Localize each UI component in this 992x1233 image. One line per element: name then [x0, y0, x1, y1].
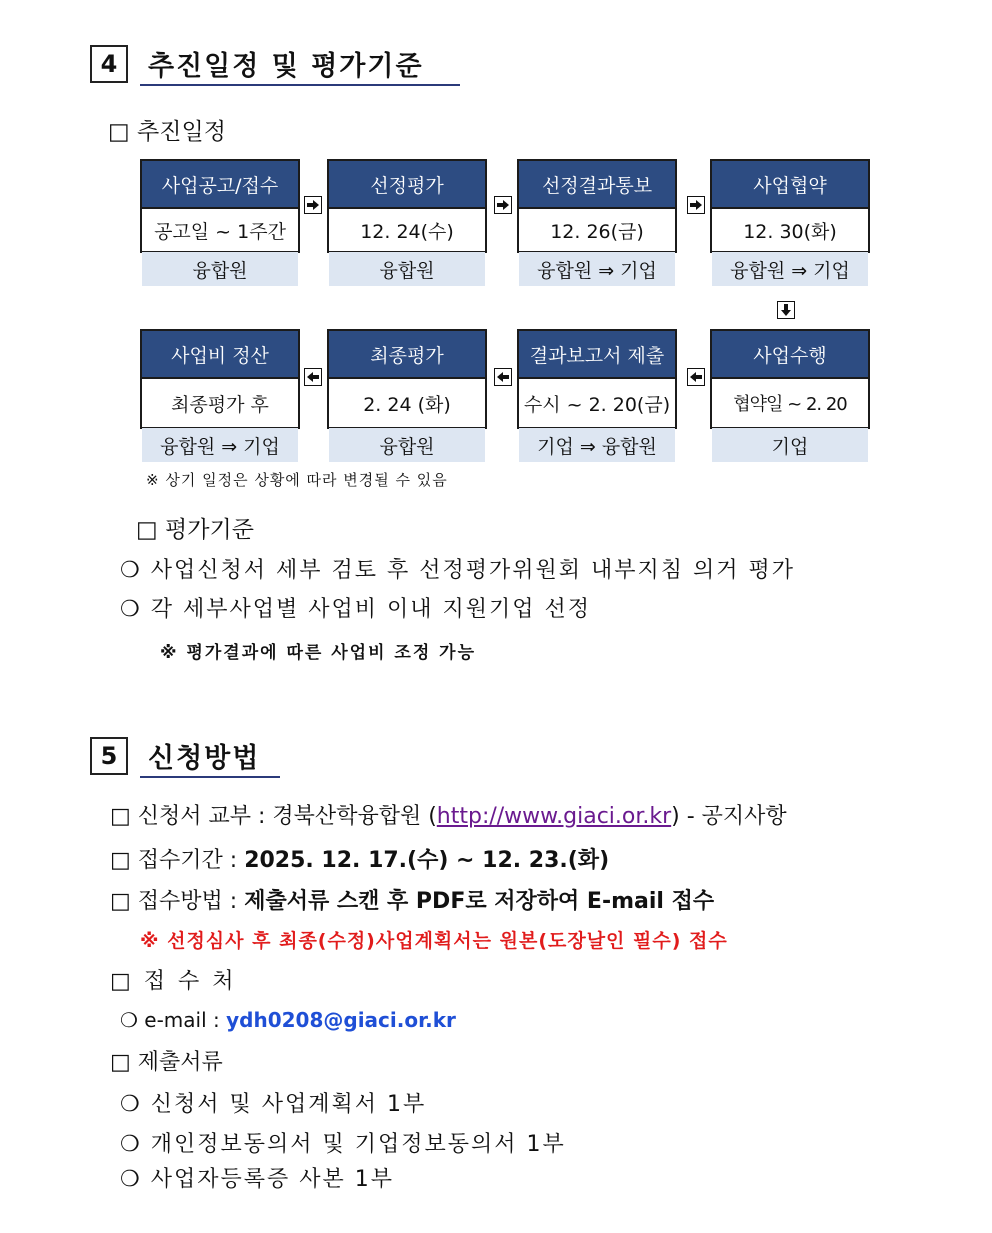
website-link[interactable]: http://www.giaci.or.kr	[436, 804, 672, 829]
docs-item: ❍ 사업자등록증 사본 1부	[120, 1167, 394, 1192]
flow-box-actor: 융합원 ⇒ 기업	[712, 252, 868, 286]
arrow-left-icon	[687, 368, 705, 386]
method-line	[110, 884, 714, 915]
docs-heading: □ 제출서류	[110, 1050, 223, 1075]
flow-box-head: 최종평가	[329, 331, 485, 377]
flow-box-actor: 기업 ⇒ 융합원	[519, 428, 675, 462]
section-title: 추진일정 및 평가기준	[148, 51, 424, 82]
flow-box-head: 결과보고서 제출	[519, 331, 675, 377]
flow-box-head: 사업공고/접수	[142, 161, 298, 207]
method-value: 제출서류 스캔 후 PDF로 저장하여 E-mail 접수	[244, 889, 715, 914]
flow-box-value: 공고일 ~ 1주간	[142, 207, 298, 251]
section-number: 4	[90, 45, 128, 83]
criteria-item: ❍ 각 세부사업별 사업비 이내 지원기업 선정	[120, 597, 591, 622]
flow-box-final-eval	[327, 329, 487, 429]
flow-box-actor: 융합원 ⇒ 기업	[142, 428, 298, 462]
docs-item: ❍ 개인정보동의서 및 기업정보동의서 1부	[120, 1132, 566, 1157]
flow-box-execution	[710, 329, 870, 429]
section-number: 5	[90, 737, 128, 775]
dest-heading: □ 접 수 처	[110, 969, 237, 994]
form-line	[110, 799, 787, 830]
section-underline	[140, 776, 280, 778]
flow-box-result-notice	[517, 159, 677, 253]
docs-item: ❍ 신청서 및 사업계획서 1부	[120, 1092, 427, 1117]
flow-box-value: 수시 ~ 2. 20(금)	[519, 377, 675, 427]
period-line	[110, 843, 609, 874]
criteria-note: ※ 평가결과에 따른 사업비 조정 가능	[160, 643, 477, 663]
flow-box-head: 사업수행	[712, 331, 868, 377]
flow-box-value: 12. 24(수)	[329, 207, 485, 251]
flow-box-head: 선정결과통보	[519, 161, 675, 207]
flow-box-actor: 융합원	[329, 428, 485, 462]
email-line	[120, 1008, 456, 1032]
flow-box-agreement	[710, 159, 870, 253]
flow-box-head: 선정평가	[329, 161, 485, 207]
email-label: ❍ e-mail :	[120, 1008, 227, 1032]
flow-box-head: 사업협약	[712, 161, 868, 207]
schedule-heading: □ 추진일정	[108, 119, 226, 145]
flow-box-actor: 융합원 ⇒ 기업	[519, 252, 675, 286]
flow-box-value: 12. 30(화)	[712, 207, 868, 251]
arrow-left-icon	[494, 368, 512, 386]
flow-box-settlement	[140, 329, 300, 429]
flow-box-actor: 융합원	[142, 252, 298, 286]
method-note: ※ 선정심사 후 최종(수정)사업계획서는 원본(도장날인 필수) 접수	[140, 930, 728, 952]
section-title: 신청방법	[148, 743, 261, 774]
flow-box-head: 사업비 정산	[142, 331, 298, 377]
form-label: □ 신청서 교부 : 경북산학융합원 (	[110, 804, 437, 829]
criteria-heading: □ 평가기준	[136, 517, 254, 543]
arrow-down-icon	[777, 301, 795, 319]
flow-box-announce	[140, 159, 300, 253]
flow-box-value: 최종평가 후	[142, 377, 298, 427]
arrow-right-icon	[304, 196, 322, 214]
flow-box-report	[517, 329, 677, 429]
section-underline	[140, 84, 460, 86]
flow-box-value: 협약일 ~ 2. 20	[712, 377, 868, 427]
email-link[interactable]: ydh0208@giaci.or.kr	[226, 1008, 456, 1032]
period-value: 2025. 12. 17.(수) ~ 12. 23.(화)	[244, 848, 610, 873]
criteria-item: ❍ 사업신청서 세부 검토 후 선정평가위원회 내부지침 의거 평가	[120, 558, 795, 583]
form-suffix: ) - 공지사항	[671, 804, 787, 829]
flow-box-value: 12. 26(금)	[519, 207, 675, 251]
flow-box-selection-eval	[327, 159, 487, 253]
flow-box-actor: 융합원	[329, 252, 485, 286]
flow-box-actor: 기업	[712, 428, 868, 462]
arrow-right-icon	[687, 196, 705, 214]
arrow-right-icon	[494, 196, 512, 214]
arrow-left-icon	[304, 368, 322, 386]
flow-box-value: 2. 24 (화)	[329, 377, 485, 427]
method-label: □ 접수방법 :	[110, 889, 245, 914]
period-label: □ 접수기간 :	[110, 848, 245, 873]
schedule-note: ※ 상기 일정은 상황에 따라 변경될 수 있음	[146, 471, 448, 489]
